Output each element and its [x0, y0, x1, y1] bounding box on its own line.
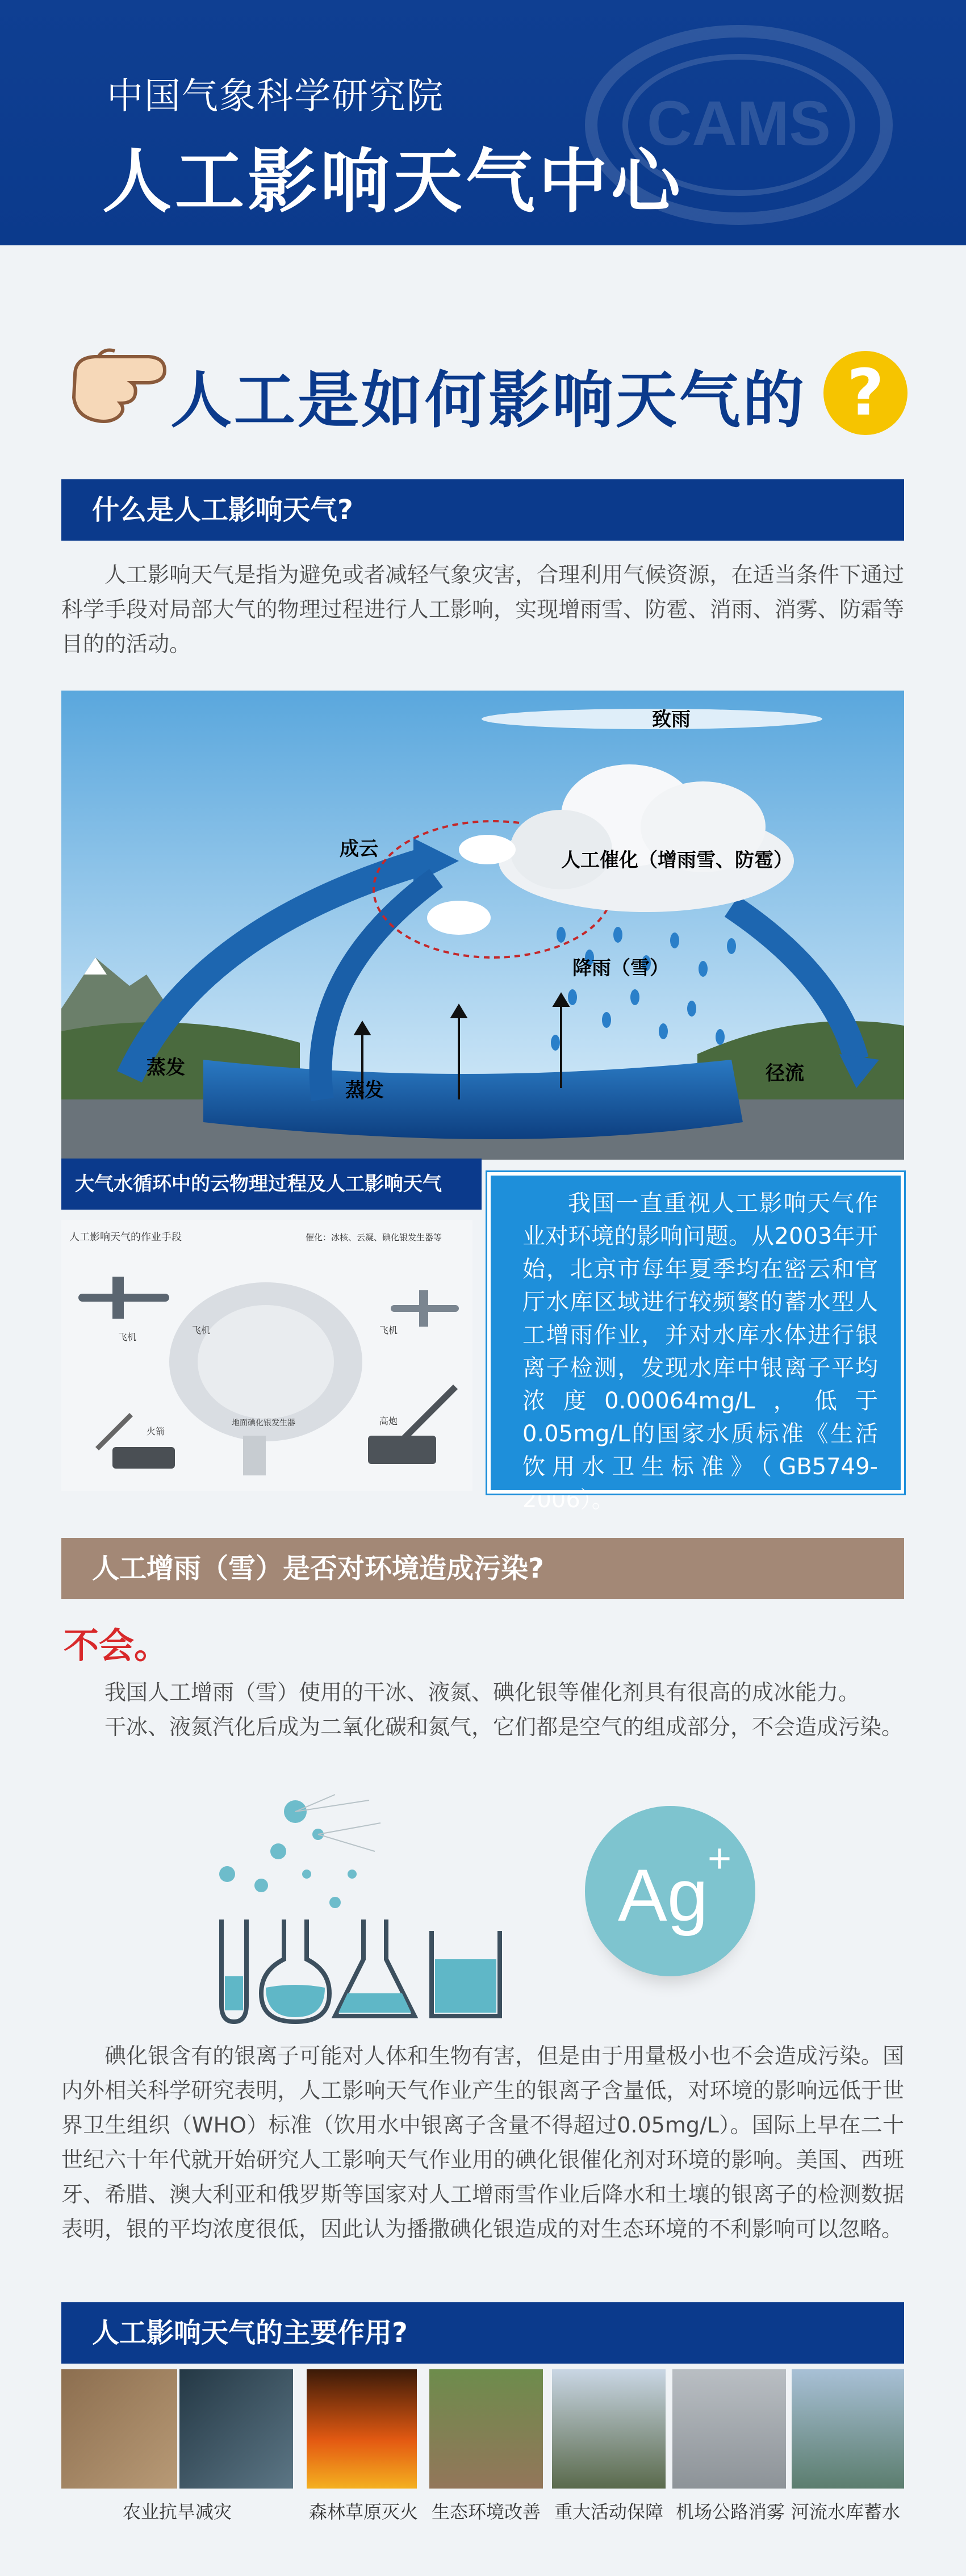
- liquid: [225, 1976, 243, 2010]
- photo-cracked-soil: [61, 2369, 177, 2489]
- function-label: 森林草原灭火: [308, 2501, 418, 2523]
- truck-icon: [112, 1447, 175, 1469]
- silver-ion-badge: [585, 1806, 755, 1976]
- element-symbol: Ag: [618, 1854, 709, 1937]
- photo-reservoir: [792, 2369, 904, 2489]
- paragraph: 人工影响天气是指为避免或者减轻气象灾害，合理利用气候资源，在适当条件下通过科学手段对局部大气的物理过程进行人工影响，实现增雨雪、防雹、消雨、消雾、防霜等目的的活动。: [61, 562, 904, 656]
- plane-label: 飞机: [118, 1332, 137, 1343]
- answer-no: 不会。: [64, 1625, 170, 1666]
- photo-forest-fire: [307, 2369, 417, 2489]
- label-runoff: 径流: [766, 1062, 804, 1085]
- generator-label: 地面碘化银发生器: [232, 1419, 295, 1428]
- functions-photo-row: [61, 2369, 904, 2500]
- function-label: 河流水库蓄水: [791, 2501, 900, 2523]
- water-cycle-diagram: [61, 691, 904, 1160]
- plane-label: 飞机: [379, 1325, 398, 1336]
- function-label: 机场公路消雾: [675, 2501, 785, 2523]
- rocket-label: 火箭: [147, 1426, 165, 1437]
- function-label: 生态环境改善: [431, 2501, 541, 2523]
- element-charge: +: [708, 1836, 732, 1881]
- institute-name: 中国气象科学研究院: [107, 76, 444, 118]
- section-heading-functions: 人工影响天气的主要作用?: [61, 2302, 904, 2364]
- photo-parade: [552, 2369, 666, 2489]
- photo-ecology: [429, 2369, 543, 2489]
- small-cloud: [459, 835, 516, 864]
- function-label: 农业抗旱减灾: [122, 2501, 232, 2523]
- logo-text: CAMS: [647, 89, 831, 158]
- center-name: 人工影响天气中心: [102, 141, 684, 222]
- molecule-lines: [295, 1795, 380, 1851]
- photo-note: 催化：冰核、云凝、碘化银发生器等: [306, 1232, 442, 1243]
- small-cloud: [427, 901, 491, 935]
- bubbles: [219, 1800, 357, 1908]
- pointing-hand-icon: [64, 335, 177, 432]
- paragraph: 碘化银含有的银离子可能对人体和生物有害，但是由于用量极小也不会造成污染。国内外相关科学研究表明，人工影响天气作业产生的银离子含量低，对环境的影响远低于世界卫生组织（WHO）标准（饮用水中银离子含量不得超过0.05mg/L）。国际上早在二十世纪六十年代就开始研究人工影响天气作业用的碘化银催化剂对环境的影响。美国、西班牙、希腊、澳大利亚和俄罗斯等国家对人工增雨雪作业后降水和土壤的银离子的检测数据表明，银的平均浓度很低，因此认为播撒碘化银造成的对生态环境的不利影响可以忽略。: [61, 2043, 904, 2242]
- liquid: [266, 1985, 325, 2017]
- beijing-monitoring-info: [487, 1172, 904, 1513]
- photo-title: 人工影响天气的作业手段: [69, 1231, 182, 1243]
- label-rain: 致雨: [652, 708, 691, 731]
- ground-generator-icon: [243, 1436, 266, 1475]
- label-evaporation-2: 蒸发: [345, 1079, 384, 1102]
- paragraph: 我国人工增雨（雪）使用的干冰、液氮、碘化银等催化剂具有很高的成冰能力。: [104, 1680, 860, 1705]
- silver-safety-text: [61, 2039, 904, 2247]
- label-seeding: 人工催化（增雨雪、防雹）: [561, 849, 793, 872]
- photo-fog: [672, 2369, 786, 2489]
- section-heading-what-is: 什么是人工影响天气?: [61, 479, 904, 541]
- photo-hail: [179, 2369, 293, 2489]
- plane-label: 飞机: [192, 1325, 211, 1336]
- liquid: [338, 1993, 411, 2013]
- pollution-intro: [61, 1675, 904, 1745]
- label-precip: 降雨（雪）: [572, 957, 669, 980]
- section-what-is-text: [61, 558, 904, 662]
- header-banner: [0, 0, 966, 245]
- paragraph: 干冰、液氮汽化后成为二氧化碳和氮气，它们都是空气的组成部分，不会造成污染。: [104, 1714, 904, 1739]
- operation-methods-illustration: [61, 1220, 472, 1491]
- cannon-label: 高炮: [379, 1416, 398, 1427]
- operation-methods-photo: [61, 1220, 472, 1491]
- question-icon: ?: [823, 351, 908, 435]
- section-heading-pollution: 人工增雨（雪）是否对环境造成污染?: [61, 1538, 904, 1599]
- main-title: 人工是如何影响天气的: [170, 365, 807, 436]
- water-cycle-illustration: [61, 691, 904, 1160]
- cycle-caption: 大气水循环中的云物理过程及人工影响天气: [61, 1159, 482, 1210]
- function-label: 重大活动保障: [554, 2501, 663, 2523]
- info-text: 我国一直重视人工影响天气作业对环境的影响问题。从2003年开始，北京市每年夏季均在密云和官厅水库区域进行较频繁的蓄水型人工增雨作业，并对水库水体进行银离子检测，发现水库中银离子平均浓度0.00064mg/L，低于0.05mg/L的国家水质标准《生活饮用水卫生标准》（GB5749-2006）。: [522, 1190, 878, 1513]
- label-cloud-form: 成云: [340, 838, 378, 860]
- functions-labels: [61, 2498, 904, 2532]
- lab-flasks-illustration: [204, 1789, 522, 2027]
- label-evaporation: 蒸发: [147, 1056, 185, 1079]
- liquid: [435, 1959, 496, 2013]
